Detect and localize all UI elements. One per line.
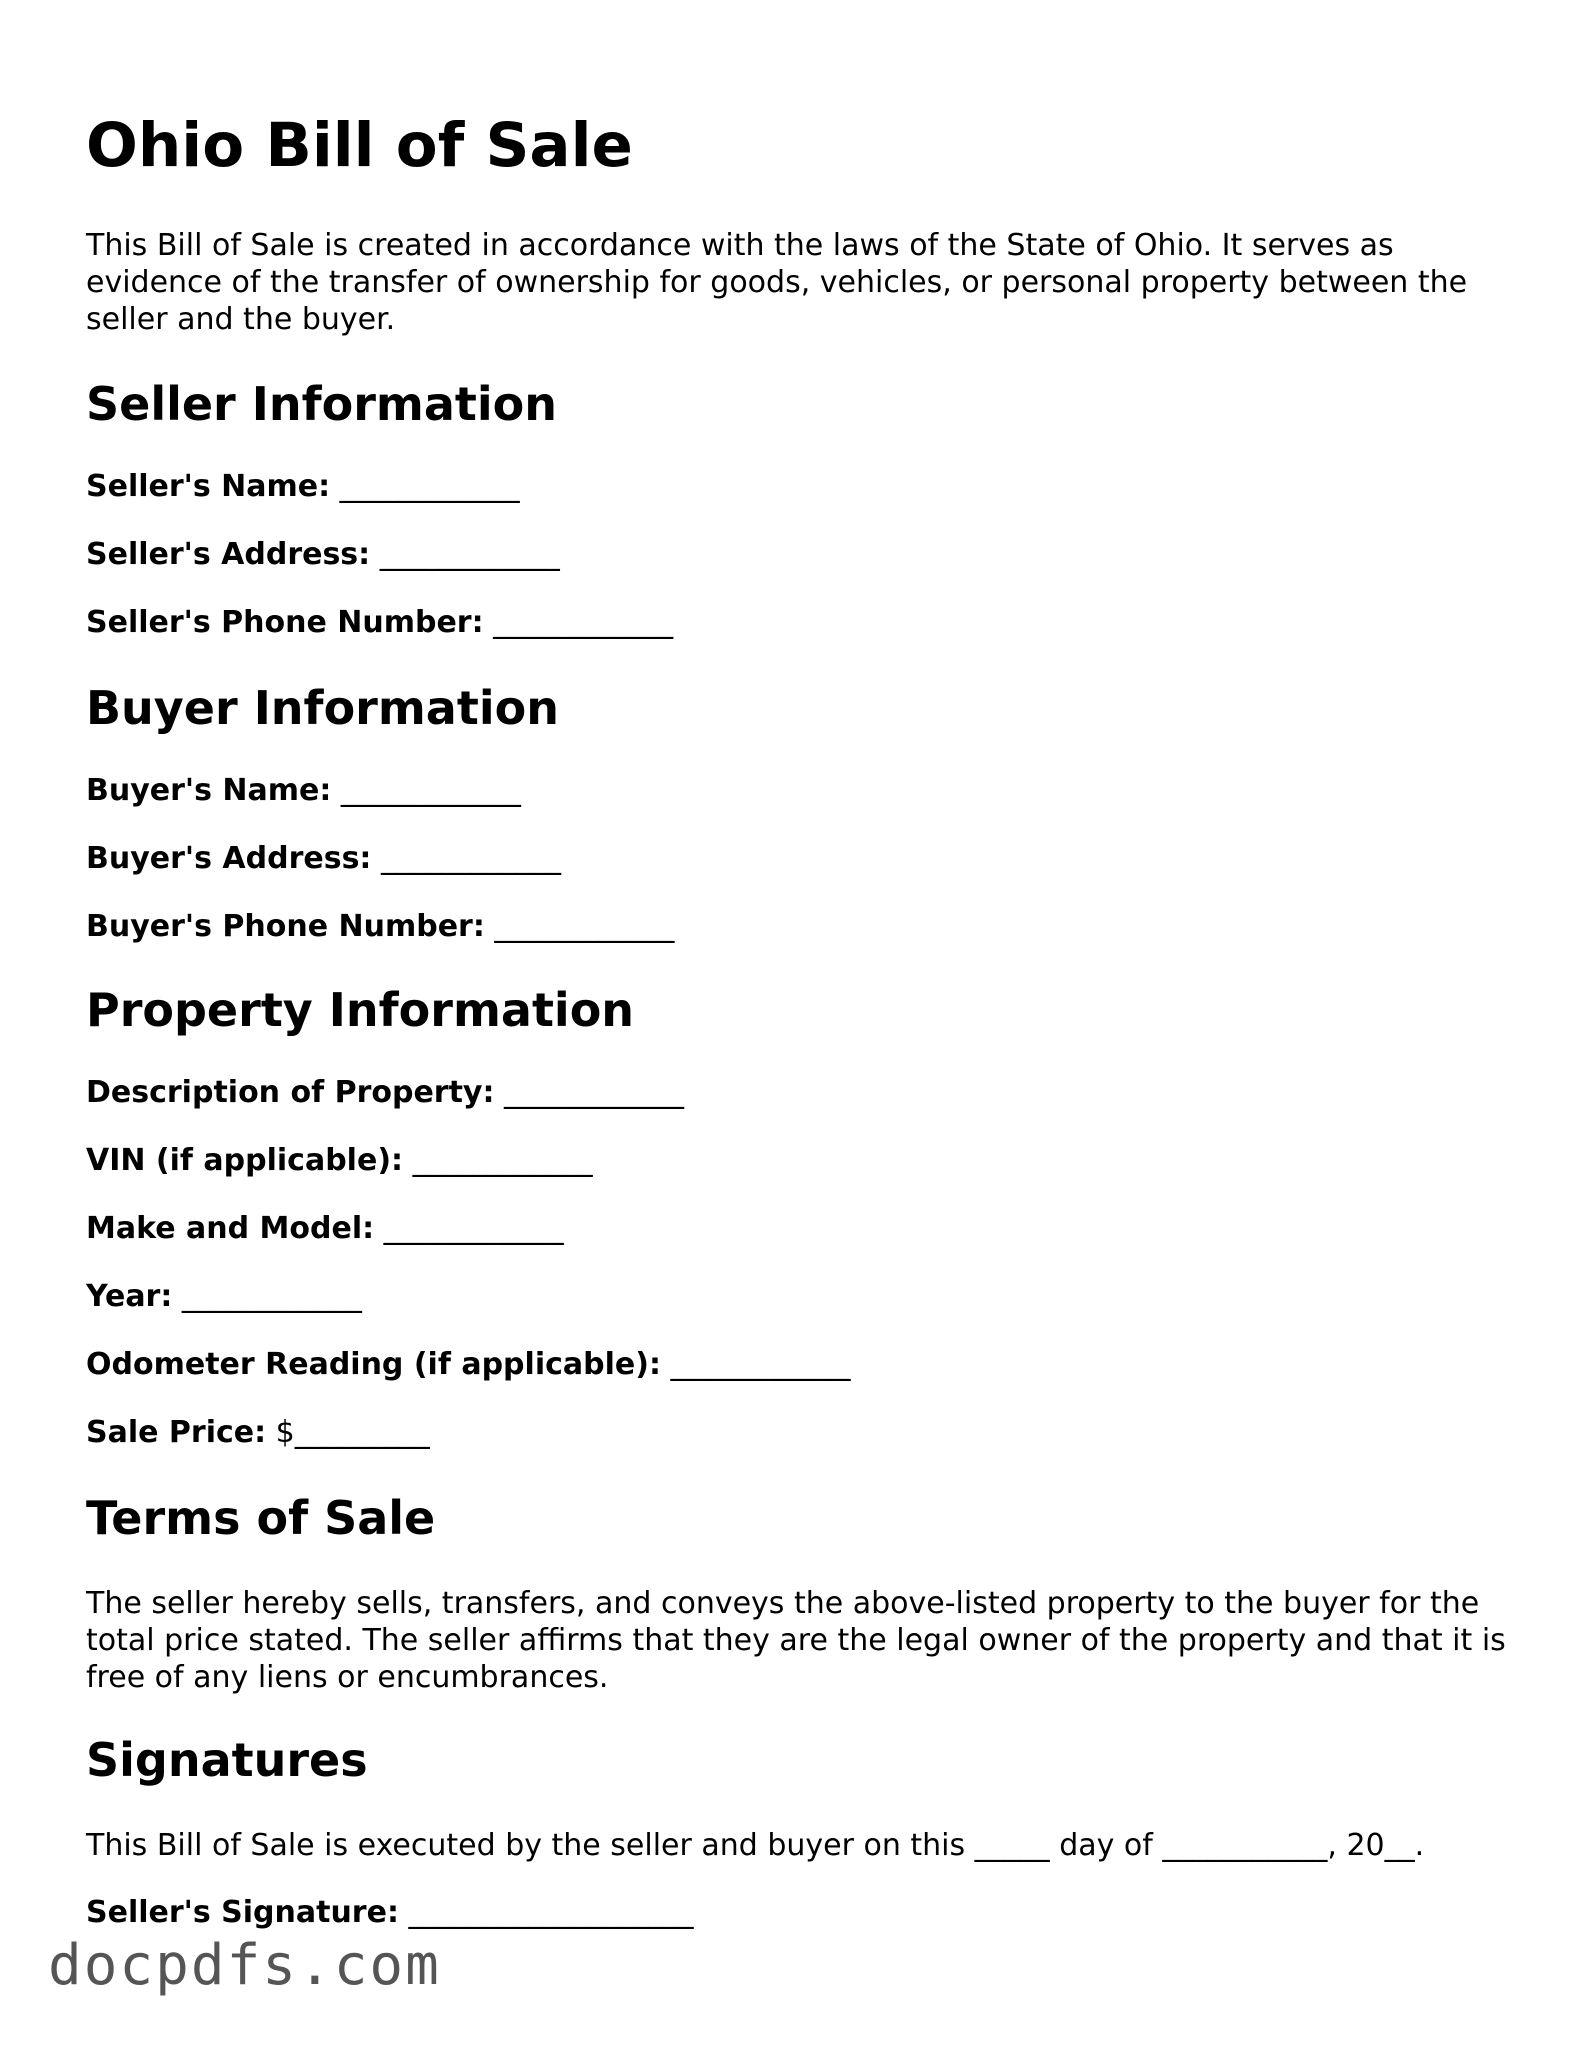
property-section-heading: Property Information — [86, 983, 635, 1037]
seller-name-blank[interactable]: ____________ — [330, 469, 520, 504]
vin-field[interactable] — [86, 1142, 593, 1180]
terms-paragraph: The seller hereby sells, transfers, and conveys the above-listed property to the buyer for the total price stated. The seller affirms that they are the legal owner of the property and that it is free of any liens or encumbrances. — [86, 1586, 1506, 1695]
seller-address-label: Seller's Address: — [86, 537, 371, 572]
buyer-phone-blank[interactable]: ____________ — [484, 909, 675, 944]
seller-section-heading: Seller Information — [86, 377, 558, 431]
buyer-phone-field[interactable] — [86, 908, 674, 946]
year-blank[interactable]: ____________ — [172, 1279, 362, 1314]
buyer-section-heading: Buyer Information — [86, 681, 559, 735]
seller-signature-blank[interactable]: ___________________ — [398, 1895, 694, 1930]
sale-price-label: Sale Price: — [86, 1415, 267, 1450]
vin-label: VIN (if applicable): — [86, 1143, 404, 1178]
year-field[interactable] — [86, 1278, 362, 1316]
seller-phone-blank[interactable]: ____________ — [483, 605, 674, 640]
seller-name-field[interactable] — [86, 468, 520, 506]
buyer-name-blank[interactable]: ____________ — [331, 773, 521, 808]
sale-price-field[interactable] — [86, 1414, 430, 1452]
buyer-address-blank[interactable]: ____________ — [371, 841, 561, 876]
seller-address-field[interactable] — [86, 536, 560, 574]
watermark-logo: docpdfs.com — [48, 1933, 441, 1998]
property-description-blank[interactable]: ____________ — [494, 1075, 685, 1110]
intro-paragraph: This Bill of Sale is created in accordance with the laws of the State of Ohio. It serves as evidence of the transfer of ownership for goods, vehicles, or personal property between the seller and the buyer. — [86, 228, 1468, 337]
seller-signature-label: Seller's Signature: — [86, 1895, 399, 1930]
vin-blank[interactable]: ____________ — [403, 1143, 593, 1178]
buyer-address-field[interactable] — [86, 840, 561, 878]
execution-statement: This Bill of Sale is executed by the seller and buyer on this _____ day of ___________, 20__. — [86, 1828, 1425, 1863]
seller-signature-field[interactable] — [86, 1894, 694, 1932]
make-model-label: Make and Model: — [86, 1211, 375, 1246]
seller-phone-label: Seller's Phone Number: — [86, 605, 484, 640]
odometer-blank[interactable]: ____________ — [660, 1347, 851, 1382]
seller-name-label: Seller's Name: — [86, 469, 331, 504]
sale-price-blank[interactable]: $_________ — [266, 1415, 430, 1450]
odometer-label: Odometer Reading (if applicable): — [86, 1347, 661, 1382]
document-title: Ohio Bill of Sale — [86, 110, 633, 181]
make-model-blank[interactable]: ____________ — [374, 1211, 564, 1246]
seller-phone-field[interactable] — [86, 604, 673, 642]
signatures-section-heading: Signatures — [86, 1733, 368, 1787]
property-description-field[interactable] — [86, 1074, 684, 1112]
buyer-name-field[interactable] — [86, 772, 521, 810]
property-description-label: Description of Property: — [86, 1075, 495, 1110]
terms-section-heading: Terms of Sale — [86, 1491, 436, 1545]
year-label: Year: — [86, 1279, 173, 1314]
odometer-field[interactable] — [86, 1346, 850, 1384]
seller-address-blank[interactable]: ____________ — [370, 537, 560, 572]
buyer-address-label: Buyer's Address: — [86, 841, 372, 876]
make-model-field[interactable] — [86, 1210, 564, 1248]
buyer-name-label: Buyer's Name: — [86, 773, 332, 808]
buyer-phone-label: Buyer's Phone Number: — [86, 909, 485, 944]
